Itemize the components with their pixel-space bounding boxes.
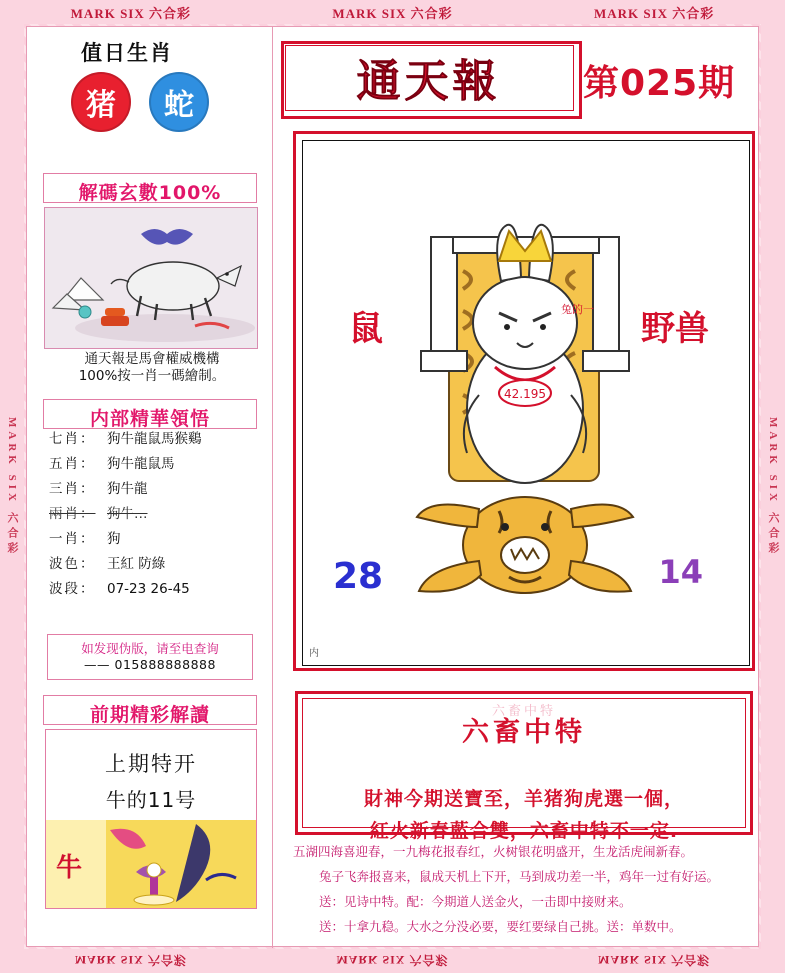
border-side-right <box>761 24 785 949</box>
previous-result-line1: 上期特开 <box>105 752 197 776</box>
verse-line1: 財神今期送寶至，羊猪狗虎選一個， <box>363 788 684 810</box>
tip-value: 狗 <box>107 531 121 547</box>
tip-value: 王紅 防綠 <box>107 556 166 572</box>
food-bowl-icon <box>101 308 129 326</box>
label-left: 鼠 <box>349 309 383 349</box>
zhiri-title: 值日生肖 <box>81 41 173 65</box>
border-top-strip <box>0 0 785 24</box>
tip-key: 波色： <box>49 556 96 572</box>
border-top-text-2: MARK SIX 六合彩 <box>332 5 453 21</box>
rabbit-small-text: 兔的一 <box>561 303 594 316</box>
list-item <box>49 527 255 552</box>
footer-line: 送：十拿九稳。大水之分没必要，要红要绿自己挑。送：单数中。 <box>319 919 682 934</box>
previous-result-animal: 牛 <box>56 853 83 883</box>
verse-title: 六畜中特 <box>462 717 586 748</box>
border-side-left <box>0 24 24 949</box>
verse-ghost-text: 六畜中特 <box>491 704 556 719</box>
boar-scene-svg <box>45 208 257 348</box>
tip-key: 七肖： <box>49 431 96 447</box>
hotline-number: —— 015888888888 <box>84 657 216 672</box>
border-side-left-text: MARK SIX 六合彩 <box>6 416 18 557</box>
previous-result-line2: 牛的11号 <box>105 788 197 812</box>
lucky-number-right: 14 <box>658 553 703 591</box>
verse-box <box>295 691 753 842</box>
list-item <box>49 427 255 452</box>
tips-list <box>49 427 255 602</box>
border-bottom-text-2: MARK SIX 六合彩 <box>336 953 449 968</box>
left-column <box>27 27 273 948</box>
authority-note <box>47 351 257 385</box>
jiema-title-box <box>43 173 257 203</box>
section3-title: 前期精彩解讀 <box>89 704 210 726</box>
zodiac-badge-pig: 猪 <box>71 72 131 132</box>
lucky-number-left: 28 <box>333 556 384 597</box>
footer-text <box>293 839 755 939</box>
tip-key: 一肖： <box>49 531 96 547</box>
authority-note-line2: 100%按一肖一碼繪制。 <box>78 368 226 384</box>
border-top-text-3: MARK SIX 六合彩 <box>593 5 715 21</box>
tip-key: 五肖： <box>49 456 96 472</box>
section2-title-box <box>43 399 257 429</box>
verse-line2: 紅火新春藍合雙，六畜中特不一定. <box>369 820 679 842</box>
jiema-title: 解碼玄數100% <box>78 182 222 204</box>
masthead-title: 通天報 <box>356 56 501 107</box>
rabbit-tag-text: 42.195 <box>504 387 546 401</box>
tip-key: 三肖： <box>49 481 96 497</box>
hotline-box <box>47 634 253 680</box>
tip-value: 狗牛… <box>107 506 148 522</box>
list-item <box>49 502 255 527</box>
footer-line: 送：见诗中特。配：今期道人送金火，一击即中接财来。 <box>319 894 632 909</box>
previous-result-box <box>45 729 257 909</box>
list-item <box>49 477 255 502</box>
corner-mark: 内 <box>309 648 319 659</box>
jiema-illustration <box>44 207 258 349</box>
tip-value: 07-23 26-45 <box>107 581 190 597</box>
issue-number: 第025期 <box>583 63 736 104</box>
footer-line: 五湖四海喜迎春，一九梅花报春红，火树银花明盛开，生龙活虎闹新春。 <box>293 844 694 859</box>
label-right: 野兽 <box>641 309 709 349</box>
tip-value: 狗牛龍鼠馬 <box>107 456 175 472</box>
zodiac-badge-snake: 蛇 <box>149 72 209 132</box>
tip-key: 波段： <box>49 581 96 597</box>
tip-key: 兩肖： <box>49 506 96 522</box>
list-item <box>49 452 255 477</box>
hotline-note: 如发现伪版，请至电查询 <box>81 641 219 656</box>
right-column <box>273 27 760 948</box>
border-top-text-1: MARK SIX 六合彩 <box>70 5 191 21</box>
main-illustration <box>302 140 750 666</box>
border-bottom-strip <box>0 949 785 973</box>
zodiac-row <box>71 73 231 131</box>
tiger-icon <box>417 497 633 593</box>
border-bottom-text-3: MARK SIX 六合彩 <box>598 953 711 968</box>
section3-title-box <box>43 695 257 725</box>
authority-note-line1: 通天報是馬會權威機構 <box>84 351 220 367</box>
tip-value: 狗牛龍鼠馬猴鷄 <box>107 431 202 447</box>
content-area <box>26 26 759 947</box>
tip-value: 狗牛龍 <box>107 481 148 497</box>
footer-line: 兔子飞奔报喜来，鼠成天机上下开，马到成功差一半，鸡年一过有好运。 <box>319 869 720 884</box>
list-item <box>49 552 255 577</box>
border-side-right-text: MARK SIX 六合彩 <box>767 416 779 557</box>
section2-title: 内部精華領悟 <box>89 408 210 430</box>
list-item <box>49 577 255 602</box>
main-illustration-frame <box>293 131 755 671</box>
border-bottom-text-1: MARK SIX 六合彩 <box>74 953 187 968</box>
